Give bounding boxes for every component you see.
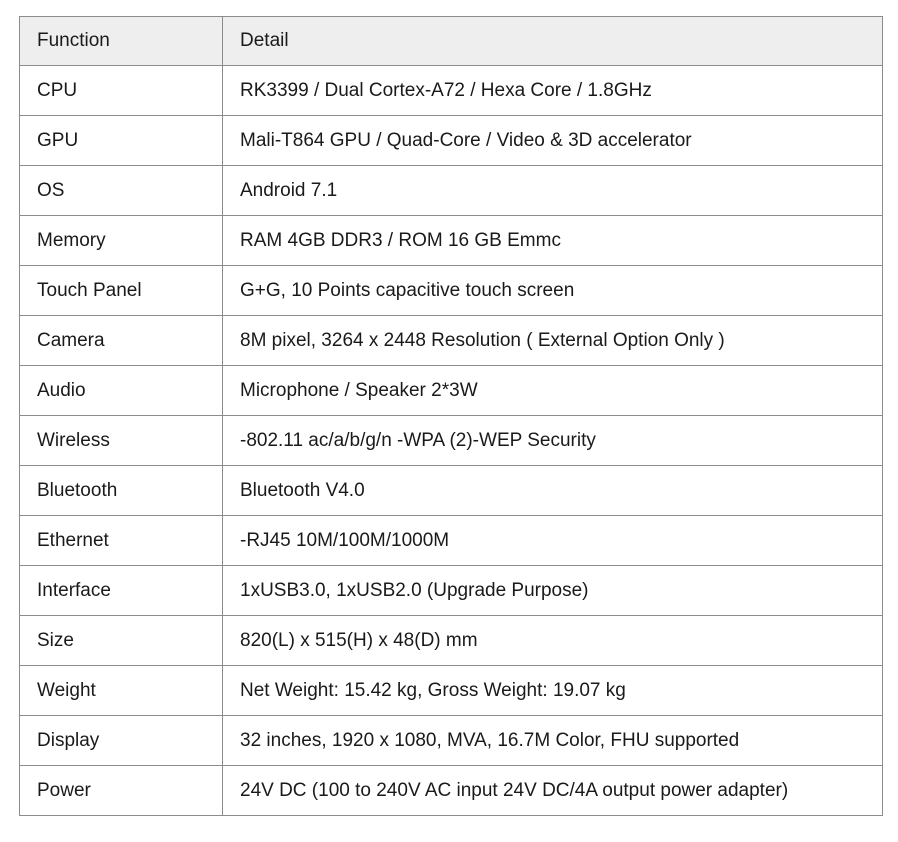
detail-cell: G+G, 10 Points capacitive touch screen [223, 266, 883, 316]
detail-cell: -RJ45 10M/100M/1000M [223, 516, 883, 566]
table-row-power [20, 766, 883, 816]
function-cell: Wireless [20, 416, 223, 466]
table-row-os [20, 166, 883, 216]
function-cell: Weight [20, 666, 223, 716]
table-row-camera [20, 316, 883, 366]
header-row [20, 17, 883, 66]
header-detail: Detail [223, 17, 883, 66]
detail-cell: Microphone / Speaker 2*3W [223, 366, 883, 416]
function-cell: Interface [20, 566, 223, 616]
detail-cell: 820(L) x 515(H) x 48(D) mm [223, 616, 883, 666]
detail-cell: RK3399 / Dual Cortex-A72 / Hexa Core / 1.8GHz [223, 66, 883, 116]
function-cell: Audio [20, 366, 223, 416]
function-cell: Power [20, 766, 223, 816]
function-cell: Size [20, 616, 223, 666]
detail-cell: Mali-T864 GPU / Quad-Core / Video & 3D accelerator [223, 116, 883, 166]
table-row-touch-panel [20, 266, 883, 316]
header-function: Function [20, 17, 223, 66]
function-cell: OS [20, 166, 223, 216]
detail-cell: Android 7.1 [223, 166, 883, 216]
function-cell: Touch Panel [20, 266, 223, 316]
function-cell: Bluetooth [20, 466, 223, 516]
detail-cell: 24V DC (100 to 240V AC input 24V DC/4A output power adapter) [223, 766, 883, 816]
detail-cell: RAM 4GB DDR3 / ROM 16 GB Emmc [223, 216, 883, 266]
detail-cell: Bluetooth V4.0 [223, 466, 883, 516]
table-row-gpu [20, 116, 883, 166]
spec-table-header [20, 17, 883, 66]
detail-cell: -802.11 ac/a/b/g/n -WPA (2)-WEP Security [223, 416, 883, 466]
table-row-ethernet [20, 516, 883, 566]
detail-cell: Net Weight: 15.42 kg, Gross Weight: 19.07 kg [223, 666, 883, 716]
detail-cell: 32 inches, 1920 x 1080, MVA, 16.7M Color, FHU supported [223, 716, 883, 766]
table-row-memory [20, 216, 883, 266]
table-row-bluetooth [20, 466, 883, 516]
function-cell: Memory [20, 216, 223, 266]
table-row-wireless [20, 416, 883, 466]
spec-table-body [20, 66, 883, 816]
detail-cell: 1xUSB3.0, 1xUSB2.0 (Upgrade Purpose) [223, 566, 883, 616]
function-cell: Camera [20, 316, 223, 366]
table-row-weight [20, 666, 883, 716]
table-row-audio [20, 366, 883, 416]
table-row-cpu [20, 66, 883, 116]
detail-cell: 8M pixel, 3264 x 2448 Resolution ( External Option Only ) [223, 316, 883, 366]
function-cell: Ethernet [20, 516, 223, 566]
function-cell: GPU [20, 116, 223, 166]
spec-table [19, 16, 883, 816]
table-row-size [20, 616, 883, 666]
table-row-interface [20, 566, 883, 616]
function-cell: CPU [20, 66, 223, 116]
table-row-display [20, 716, 883, 766]
function-cell: Display [20, 716, 223, 766]
